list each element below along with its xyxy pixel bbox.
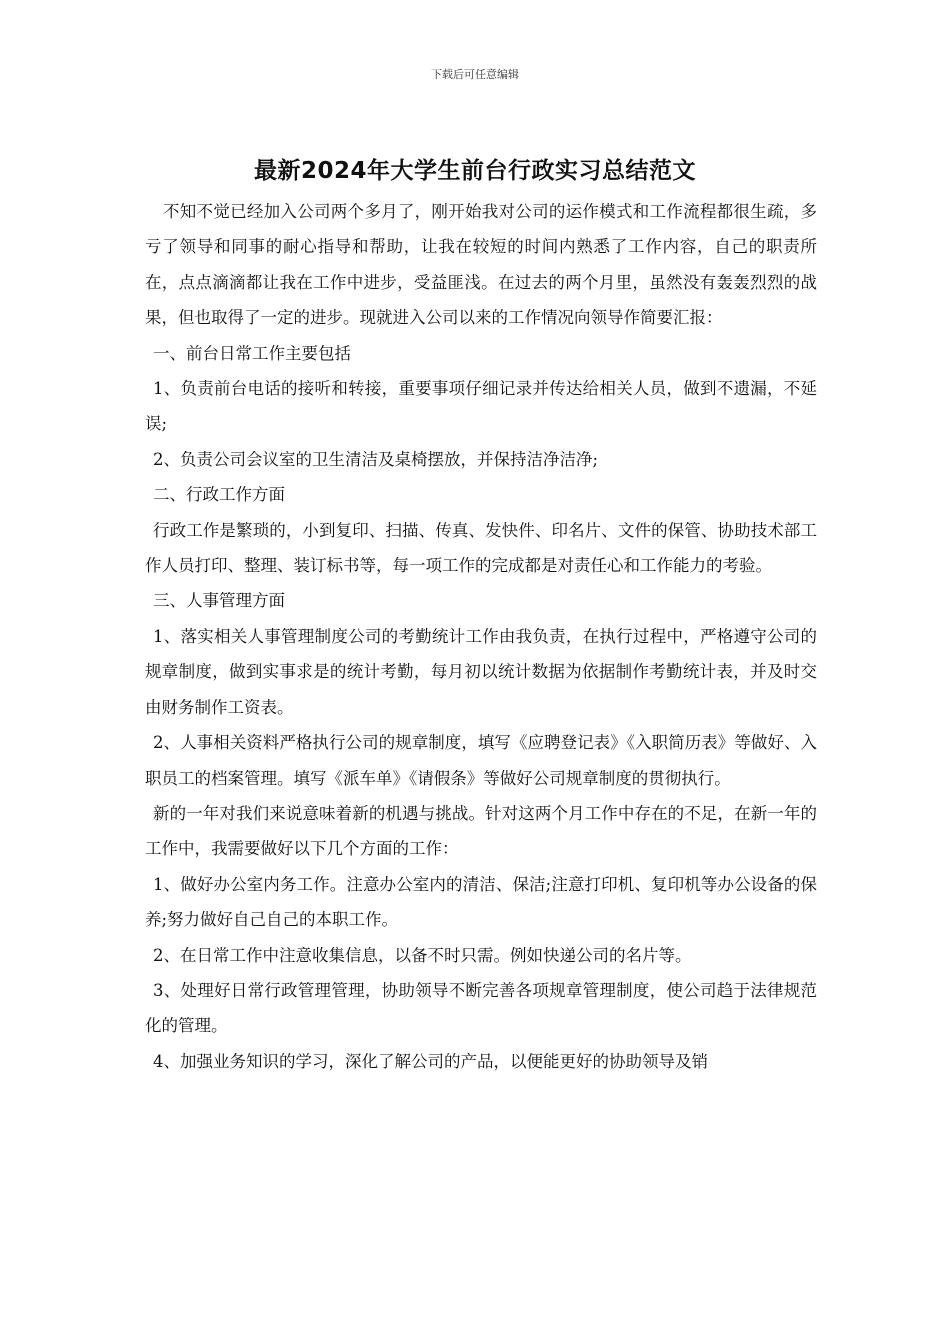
admin-paragraph: 行政工作是繁琐的，小到复印、扫描、传真、发快件、印名片、文件的保管、协助技术部工作人员打印、整理、装订标书等，每一项工作的完成都是对责任心和工作能力的考验。 xyxy=(145,520,817,576)
front-desk-item-1: 1、负责前台电话的接听和转接，重要事项仔细记录并传达给相关人员，做到不遗漏，不延误; xyxy=(145,379,817,434)
intro-paragraph: 不知不觉已经加入公司两个多月了，刚开始我对公司的运作模式和工作流程都很生疏，多亏了领导和同事的耐心指导和帮助，让我在较短的时间内熟悉了工作内容，自己的职责所在，点点滴滴都让我在工作中进步，受益匪浅。在过去的两个月里，虽然没有轰轰烈烈的战果，但也取得了一定的进步。现就进入公司以来的工作情况向领导作简要汇报： xyxy=(145,202,817,328)
section-heading-hr: 三、人事管理方面 xyxy=(153,591,285,611)
plan-item-1: 1、做好办公室内务工作。注意办公室内的清洁、保洁;注意打印机、复印机等办公设备的保养;努力做好自己自己的本职工作。 xyxy=(145,874,817,930)
hr-item-2: 2、人事相关资料严格执行公司的规章制度，填写《应聘登记表》《入职简历表》等做好、入职员工的档案管理。填写《派车单》《请假条》等做好公司规章制度的贯彻执行。 xyxy=(145,733,817,788)
section-heading-front-desk: 一、前台日常工作主要包括 xyxy=(153,343,351,363)
front-desk-item-2: 2、负责公司会议室的卫生清洁及桌椅摆放，并保持洁净洁净; xyxy=(153,449,599,469)
document-body xyxy=(145,194,817,1079)
hr-item-1: 1、落实相关人事管理制度公司的考勤统计工作由我负责，在执行过程中，严格遵守公司的规章制度，做到实事求是的统计考勤，每月初以统计数据为依据制作考勤统计表，并及时交由财务制作工资表。 xyxy=(145,626,817,717)
plan-item-2: 2、在日常工作中注意收集信息，以备不时只需。例如快递公司的名片等。 xyxy=(153,945,692,965)
new-year-paragraph: 新的一年对我们来说意味着新的机遇与挑战。针对这两个月工作中存在的不足，在新一年的工作中，我需要做好以下几个方面的工作： xyxy=(145,803,817,859)
section-heading-admin: 二、行政工作方面 xyxy=(153,485,285,505)
document-title: 最新2024年大学生前台行政实习总结范文 xyxy=(253,158,696,184)
plan-item-3: 3、处理好日常行政管理管理，协助领导不断完善各项规章管理制度，使公司趋于法律规范化的管理。 xyxy=(145,980,817,1036)
header-note: 下载后可任意编辑 xyxy=(431,68,519,81)
plan-item-4: 4、加强业务知识的学习，深化了解公司的产品，以便能更好的协助领导及销 xyxy=(153,1051,708,1071)
